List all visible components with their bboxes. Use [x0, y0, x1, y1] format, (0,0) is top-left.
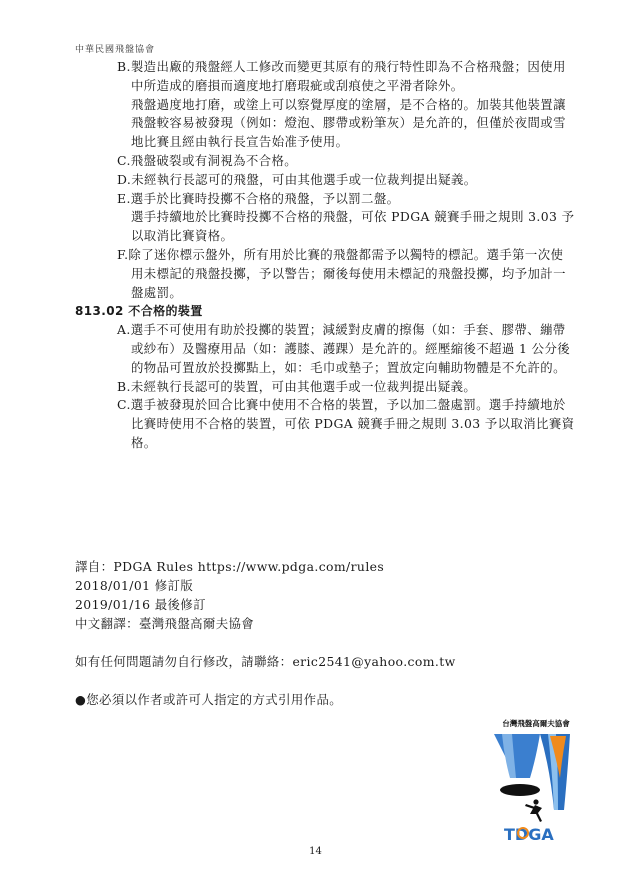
- source-line: 譯自：PDGA Rules https://www.pdga.com/rules: [75, 559, 385, 574]
- section-title: 不合格的裝置: [128, 304, 203, 319]
- item-marker: D.: [117, 171, 132, 187]
- item-marker: B.: [117, 378, 131, 394]
- item-text: 選手被發現於回合比賽中使用不合格的裝置，予以加二盤處罰。選手持續地於比賽時使用不合格的裝置，可依 PDGA 競賽手冊之規則 3.03 予以取消比賽資格。: [130, 397, 575, 450]
- item-marker: E.: [117, 190, 131, 206]
- item-text: 未經執行長認可的飛盤，可由其他選手或一位裁判提出疑義。: [131, 171, 477, 187]
- item-text: 除了迷你標示盤外，所有用於比賽的飛盤都需予以獨特的標記。選手第一次使用未標記的飛盤投擲，予以警告；爾後每使用未標記的飛盤投擲，均予加計一盤處罰。: [128, 246, 566, 300]
- rules-content: [75, 58, 575, 453]
- disc-golf-logo-icon: [490, 718, 582, 848]
- section-heading: [75, 302, 575, 321]
- rule-item-d: [117, 171, 575, 190]
- revision-line: 2018/01/01 修訂版: [75, 578, 194, 593]
- logo-letters: TDGA: [504, 825, 554, 844]
- item-text: 製造出廠的飛盤經人工修改而變更其原有的飛行特性即為不合格飛盤；因使用中所造成的磨損而適度地打磨瑕疵或刮痕使之平滑者除外。: [130, 59, 566, 93]
- rule-item-c: [117, 152, 575, 171]
- item-marker: C.: [117, 152, 131, 168]
- rule-item-f: [117, 246, 575, 302]
- logo-title: 台灣飛盤高爾夫協會: [502, 719, 570, 728]
- item-marker: B.: [117, 59, 131, 74]
- device-item-a: [117, 321, 575, 377]
- page-number: 14: [309, 846, 322, 857]
- tdga-logo: [490, 718, 582, 848]
- item-text: 飛盤破裂或有洞視為不合格。: [130, 152, 298, 168]
- translator-line: 中文翻譯：臺灣飛盤高爾夫協會: [75, 616, 255, 631]
- item-text: 未經執行長認可的裝置，可由其他選手或一位裁判提出疑義。: [130, 378, 477, 394]
- section-number: 813.02: [75, 304, 124, 319]
- device-item-c: [117, 396, 575, 452]
- rule-paragraph: 選手持續地於比賽時投擲不合格的飛盤，可依 PDGA 競賽手冊之規則 3.03 予以取消比賽資格。: [131, 209, 575, 244]
- rule-item-b: [117, 58, 575, 96]
- document-footer: [75, 557, 575, 709]
- item-marker: A.: [117, 322, 131, 338]
- page-header: 中華民國飛盤協會: [75, 45, 156, 55]
- item-marker: C.: [117, 397, 131, 413]
- rule-paragraph: 飛盤過度地打磨，或塗上可以察覺厚度的塗層，是不合格的。加裝其他裝置讓飛盤較容易被發現（例如：燈泡、膠帶或粉筆灰）是允許的，但僅於夜間或雪地比賽且經由執行長宣告始准予使用。: [131, 96, 566, 150]
- contact-line: 如有任何問題請勿自行修改，請聯絡：eric2541@yahoo.com.tw: [75, 654, 456, 669]
- item-text: 選手不可使用有助於投擲的裝置；減緩對皮膚的擦傷（如：手套、膠帶、繃帶或紗布）及醫療用品（如：護膝、護踝）是允許的。經壓縮後不超過 1 公分後的物品可置放於投擲點上，如：毛巾或墊子；置放定向輔助物體是不允許的。: [130, 322, 571, 375]
- device-item-b: [117, 378, 575, 397]
- last-modified-line: 2019/01/16 最後修訂: [75, 597, 206, 612]
- item-marker: F.: [117, 246, 129, 262]
- item-text: 選手於比賽時投擲不合格的飛盤，予以罰二盤。: [130, 190, 400, 206]
- citation-notice: ●您必須以作者或許可人指定的方式引用作品。: [75, 692, 343, 707]
- rule-item-e: [117, 190, 575, 209]
